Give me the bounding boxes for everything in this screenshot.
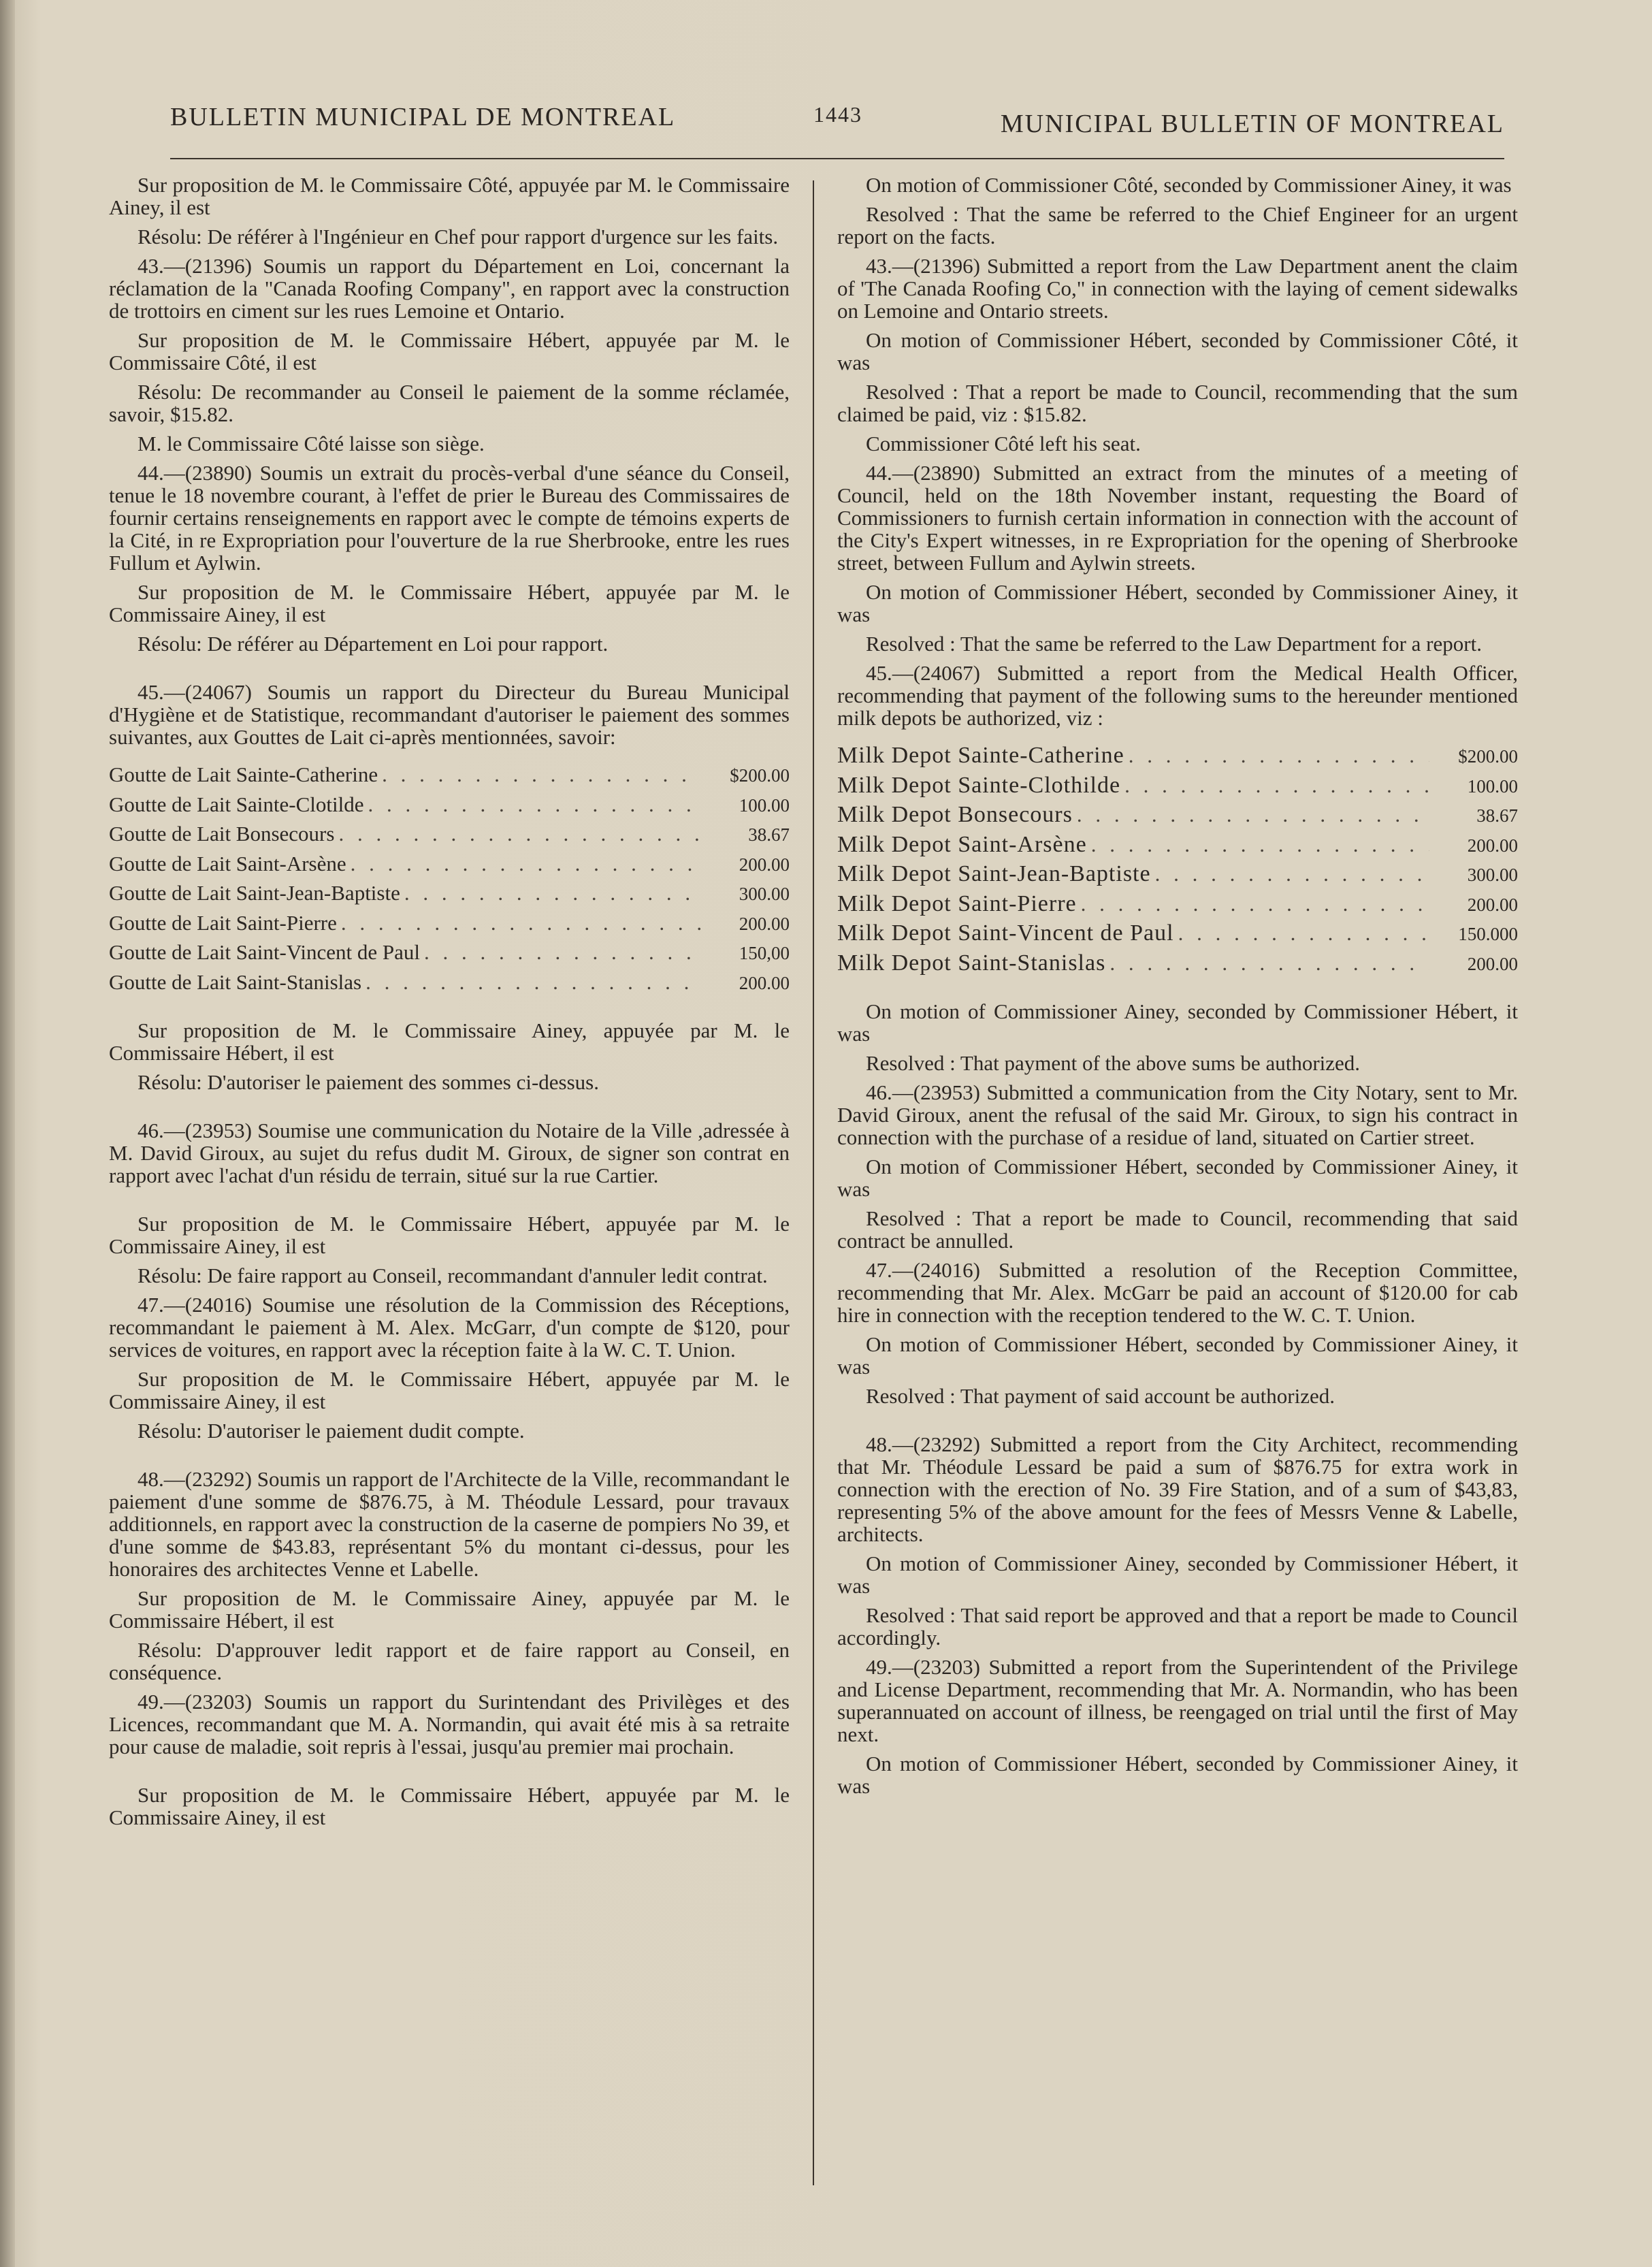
table-row bbox=[837, 744, 1518, 774]
table-row bbox=[109, 971, 790, 1001]
paragraph: Résolu: De recommander au Conseil le paiement de la somme réclamée, savoir, $15.82. bbox=[109, 380, 790, 426]
header-english-title: MUNICIPAL BULLETIN OF MONTREAL bbox=[1000, 110, 1504, 138]
amount: 300.00 bbox=[739, 884, 790, 904]
paragraph: On motion of Commissioner Hébert, seconded by Commissioner Ainey, it was bbox=[837, 1332, 1518, 1379]
paragraph: Resolved : That a report be made to Council, recommending that the sum claimed be paid, viz : $15.82. bbox=[837, 380, 1518, 426]
amount: $200.00 bbox=[1458, 746, 1518, 767]
amount: 150,00 bbox=[739, 943, 790, 963]
paragraph: Sur proposition de M. le Commissaire Hébert, appuyée par M. le Commissaire Côté, il est bbox=[109, 328, 790, 374]
amount: 300.00 bbox=[1467, 865, 1518, 885]
paragraph: Résolu: D'approuver ledit rapport et de faire rapport au Conseil, en conséquence. bbox=[109, 1638, 790, 1684]
paragraph: On motion of Commissioner Ainey, seconded by Commissioner Hébert, it was bbox=[837, 1551, 1518, 1598]
table-row bbox=[837, 803, 1518, 833]
amount: 200.00 bbox=[1467, 953, 1518, 974]
paragraph: 47.—(24016) Soumise une résolution de la Commission des Réceptions, recommandant le paiement à M. Alex. McGarr, d'un compte de $120, pour services de voitures, en rapport avec la réception faite à la W. C. T. Union. bbox=[109, 1293, 790, 1362]
depot-name: Goutte de Lait Bonsecours bbox=[109, 822, 335, 846]
table-row bbox=[109, 912, 790, 942]
amount: 38.67 bbox=[748, 824, 790, 845]
paragraph: 44.—(23890) Soumis un extrait du procès-verbal d'une séance du Conseil, tenue le 18 novembre courant, à l'effet de prier le Bureau des Commissaires de fournir certains renseignements en rapport avec le compte de témoins experts de la Cité, in re Expropriation pour l'ouverture de la rue Sherbrooke, entre les rues Fullum et Aylwin. bbox=[109, 461, 790, 575]
paragraph: Resolved : That payment of said account be authorized. bbox=[866, 1384, 1335, 1408]
paragraph: Commissioner Côté left his seat. bbox=[866, 432, 1141, 455]
paragraph: Résolu: De faire rapport au Conseil, recommandant d'annuler ledit contrat. bbox=[137, 1264, 768, 1287]
paragraph: 45.—(24067) Soumis un rapport du Directeur du Bureau Municipal d'Hygiène et de Statistique, recommandant d'autoriser le paiement des sommes suivantes, aux Gouttes de Lait ci-après mentionnées, savoir: bbox=[109, 680, 790, 749]
paragraph: Sur proposition de M. le Commissaire Hébert, appuyée par M. le Commissaire Ainey, il est bbox=[109, 580, 790, 626]
amount: 200.00 bbox=[1467, 894, 1518, 915]
paragraph: Sur proposition de M. le Commissaire Ainey, appuyée par M. le Commissaire Hébert, il est bbox=[109, 1586, 790, 1633]
french-column bbox=[109, 174, 790, 1835]
paragraph: Sur proposition de M. le Commissaire Hébert, appuyée par M. le Commissaire Ainey, il est bbox=[109, 1783, 790, 1829]
amount: 200.00 bbox=[739, 913, 790, 934]
table-row bbox=[837, 833, 1518, 863]
table-row bbox=[109, 941, 790, 971]
table-row bbox=[837, 774, 1518, 804]
paragraph: 48.—(23292) Submitted a report from the City Architect, recommending that Mr. Théodule Lessard be paid a sum of $876.75 for extra work in connection with the erection of No. 39 Fire Station, and of a sum of $43,83, representing 5% of the above amount for the fees of Messrs Venne & Labelle, architects. bbox=[837, 1432, 1518, 1546]
depot-name: Milk Depot Saint-Arsène bbox=[837, 831, 1087, 857]
paragraph: Resolved : That the same be referred to the Chief Engineer for an urgent report on the facts. bbox=[837, 202, 1518, 248]
payment-table-en bbox=[837, 744, 1518, 981]
paragraph: 46.—(23953) Soumise une communication du Notaire de la Ville ,adressée à M. David Giroux, au sujet du refus dudit M. Giroux, de signer son contrat en rapport avec l'achat d'un résidu de terrain, situé sur la rue Cartier. bbox=[109, 1119, 790, 1187]
paragraph: 47.—(24016) Submitted a resolution of the Reception Committee, recommending that Mr. Alex. McGarr be paid an account of $120.00 for cab hire in connection with the reception tendered to the W. C. T. Union. bbox=[837, 1258, 1518, 1327]
page-header bbox=[170, 102, 1504, 143]
amount: 150.000 bbox=[1458, 924, 1518, 944]
header-french-title: BULLETIN MUNICIPAL DE MONTREAL bbox=[170, 103, 676, 131]
column-divider bbox=[813, 180, 814, 2185]
depot-name: Goutte de Lait Saint-Arsène bbox=[109, 851, 346, 875]
paragraph: Resolved : That the same be referred to the Law Department for a report. bbox=[866, 632, 1482, 656]
table-row bbox=[837, 863, 1518, 893]
page-number: 1443 bbox=[813, 102, 862, 127]
table-row bbox=[109, 852, 790, 882]
amount: 100.00 bbox=[739, 794, 790, 816]
paragraph: Résolu: D'autoriser le paiement des sommes ci-dessus. bbox=[137, 1070, 599, 1094]
paragraph: On motion of Commissioner Hébert, seconded by Commissioner Côté, it was bbox=[837, 328, 1518, 374]
paragraph: Résolu: D'autoriser le paiement dudit compte. bbox=[137, 1419, 525, 1443]
amount: 38.67 bbox=[1476, 805, 1518, 826]
paragraph: On motion of Commissioner Ainey, seconded by Commissioner Hébert, it was bbox=[837, 999, 1518, 1046]
depot-name: Goutte de Lait Sainte-Catherine bbox=[109, 762, 378, 786]
paragraph: On motion of Commissioner Côté, seconded by Commissioner Ainey, it was bbox=[866, 173, 1512, 197]
paragraph: Sur proposition de M. le Commissaire Hébert, appuyée par M. le Commissaire Ainey, il est bbox=[109, 1212, 790, 1258]
depot-name: Goutte de Lait Sainte-Clotilde bbox=[109, 792, 364, 816]
table-row bbox=[109, 822, 790, 852]
paragraph: Resolved : That a report be made to Council, recommending that said contract be annulled. bbox=[837, 1206, 1518, 1253]
amount: 200.00 bbox=[739, 972, 790, 993]
paragraph: 43.—(21396) Submitted a report from the Law Department anent the claim of 'The Canada Roofing Co," in connection with the laying of cement sidewalks on Lemoine and Ontario streets. bbox=[837, 254, 1518, 323]
depot-name: Milk Depot Bonsecours bbox=[837, 802, 1073, 827]
paragraph: 48.—(23292) Soumis un rapport de l'Architecte de la Ville, recommandant le paiement d'une somme de $876.75, à M. Théodule Lessard, pour travaux additionnels, en rapport avec la construction de la caserne de pompiers No 39, et d'une somme de $43.83, représentant 5% du montant ci-dessus, pour les honoraires des architectes Venne et Labelle. bbox=[109, 1467, 790, 1581]
amount: 200.00 bbox=[1467, 835, 1518, 856]
depot-name: Goutte de Lait Saint-Pierre bbox=[109, 910, 337, 935]
paragraph: Sur proposition de M. le Commissaire Ainey, appuyée par M. le Commissaire Hébert, il est bbox=[109, 1018, 790, 1065]
paragraph: On motion of Commissioner Hébert, seconded by Commissioner Ainey, it was bbox=[837, 1752, 1518, 1798]
depot-name: Milk Depot Saint-Jean-Baptiste bbox=[837, 861, 1151, 886]
amount: $200.00 bbox=[730, 765, 790, 786]
depot-name: Milk Depot Sainte-Catherine bbox=[837, 743, 1124, 768]
depot-name: Milk Depot Sainte-Clothilde bbox=[837, 772, 1121, 798]
depot-name: Goutte de Lait Saint-Jean-Baptiste bbox=[109, 881, 400, 905]
payment-table-fr bbox=[109, 763, 790, 1000]
paragraph: 44.—(23890) Submitted an extract from the minutes of a meeting of Council, held on the 18th November instant, requesting the Board of Commissioners to furnish certain information in connection with the account of the City's Expert witnesses, in re Expropriation for the opening of Sherbrooke street, between Fullum and Aylwin streets. bbox=[837, 461, 1518, 575]
book-spine-shadow bbox=[0, 0, 15, 2267]
paragraph: Resolved : That payment of the above sums be authorized. bbox=[866, 1051, 1361, 1075]
paragraph: Résolu: De référer à l'Ingénieur en Chef pour rapport d'urgence sur les faits. bbox=[137, 225, 779, 248]
amount: 100.00 bbox=[1467, 775, 1518, 797]
paragraph: Sur proposition de M. le Commissaire Côté, appuyée par M. le Commissaire Ainey, il est bbox=[109, 173, 790, 219]
paragraph: 45.—(24067) Submitted a report from the Medical Health Officer, recommending that payment of the following sums to the hereunder mentioned milk depots be authorized, viz : bbox=[837, 661, 1518, 730]
amount: 200.00 bbox=[739, 854, 790, 875]
depot-name: Goutte de Lait Saint-Vincent de Paul bbox=[109, 940, 420, 964]
table-row bbox=[109, 793, 790, 823]
table-row bbox=[837, 890, 1518, 922]
english-column bbox=[837, 174, 1518, 1804]
table-row bbox=[109, 763, 790, 793]
paragraph: 43.—(21396) Soumis un rapport du Département en Loi, concernant la réclamation de la "Canada Roofing Company", en rapport avec la construction de trottoirs en ciment sur les rues Lemoine et Ontario. bbox=[109, 254, 790, 323]
depot-name: Milk Depot Saint-Stanislas bbox=[837, 950, 1106, 976]
depot-name: Milk Depot Saint-Vincent de Paul bbox=[837, 920, 1174, 946]
table-row bbox=[837, 952, 1518, 982]
paragraph: M. le Commissaire Côté laisse son siège. bbox=[137, 432, 485, 455]
depot-name: Milk Depot Saint-Pierre bbox=[837, 890, 1077, 916]
paragraph: On motion of Commissioner Hébert, seconded by Commissioner Ainey, it was bbox=[837, 1155, 1518, 1201]
paragraph: 49.—(23203) Submitted a report from the Superintendent of the Privilege and License Department, recommending that Mr. A. Normandin, who has been superannuated on account of illness, be reengaged on trial until the first of May next. bbox=[837, 1655, 1518, 1746]
paragraph: On motion of Commissioner Hébert, seconded by Commissioner Ainey, it was bbox=[837, 580, 1518, 626]
paragraph: Résolu: De référer au Département en Loi pour rapport. bbox=[137, 632, 609, 656]
paragraph: Sur proposition de M. le Commissaire Hébert, appuyée par M. le Commissaire Ainey, il est bbox=[109, 1367, 790, 1413]
depot-name: Goutte de Lait Saint-Stanislas bbox=[109, 969, 362, 994]
paragraph: Resolved : That said report be approved and that a report be made to Council accordingly. bbox=[837, 1603, 1518, 1650]
table-row bbox=[109, 882, 790, 912]
table-row bbox=[837, 922, 1518, 952]
header-rule bbox=[170, 158, 1504, 159]
paragraph: 46.—(23953) Submitted a communication from the City Notary, sent to Mr. David Giroux, anent the refusal of the said Mr. Giroux, to sign his contract in connection with the purchase of a residue of land, situated on Cartier street. bbox=[837, 1080, 1518, 1149]
paragraph: 49.—(23203) Soumis un rapport du Surintendant des Privilèges et des Licences, recommandant que M. A. Normandin, qui avait été mis à sa retraite pour cause de maladie, soit repris à l'essai, jusqu'au premier mai prochain. bbox=[109, 1690, 790, 1758]
